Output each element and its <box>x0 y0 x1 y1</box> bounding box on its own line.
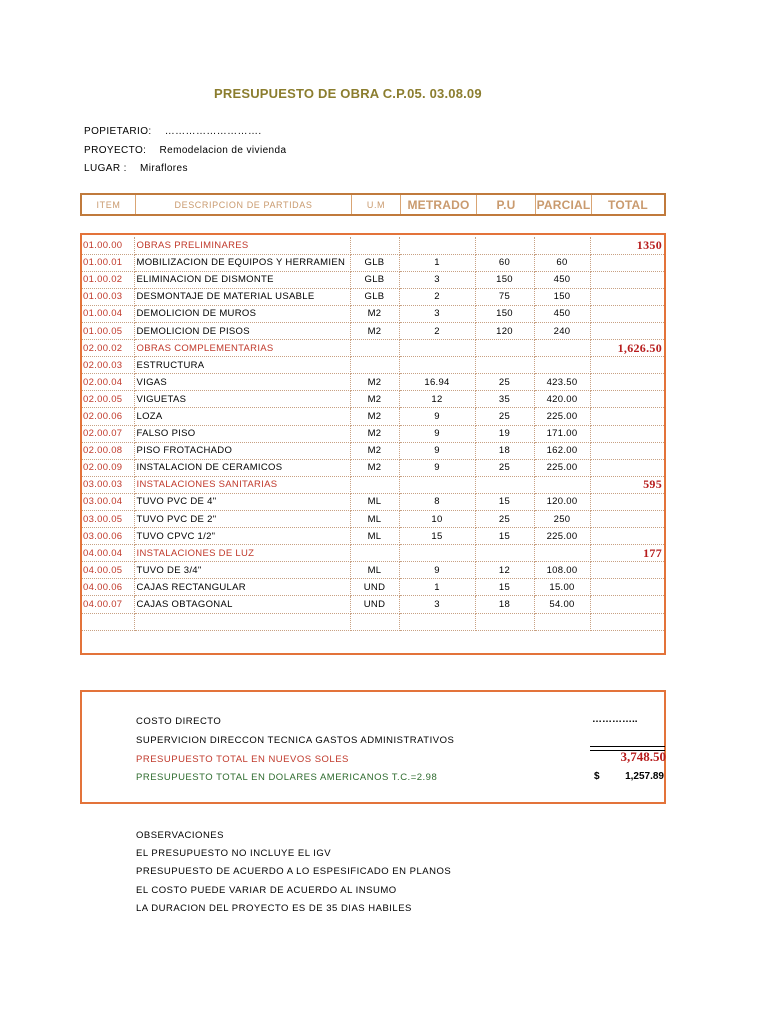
description-cell: DEMOLICION DE MUROS <box>134 305 350 322</box>
description-cell: ESTRUCTURA <box>134 357 350 374</box>
total-cell <box>590 357 664 374</box>
parcial-cell: 450 <box>534 305 590 322</box>
metrado-cell <box>399 340 475 357</box>
unit-cell: ML <box>350 493 399 510</box>
description-cell: TUVO CPVC 1/2" <box>134 528 350 545</box>
lugar-value: Miraflores <box>140 163 188 174</box>
item-code-cell: 02.00.07 <box>82 425 134 442</box>
total-cell: 177 <box>590 545 664 562</box>
unit-price-cell: 12 <box>475 562 534 579</box>
unit-cell <box>350 237 399 254</box>
total-cell <box>590 408 664 425</box>
item-code-cell: 01.00.01 <box>82 254 134 271</box>
header-item: ITEM <box>82 195 136 214</box>
table-row <box>82 459 664 476</box>
table-row <box>82 271 664 288</box>
summary-box <box>80 690 666 804</box>
total-cell <box>590 391 664 408</box>
metrado-cell: 2 <box>399 288 475 305</box>
parcial-cell: 420.00 <box>534 391 590 408</box>
unit-cell: UND <box>350 579 399 596</box>
table-header <box>80 193 666 216</box>
total-cell <box>590 579 664 596</box>
unit-price-cell <box>475 357 534 374</box>
unit-price-cell: 19 <box>475 425 534 442</box>
description-cell: INSTALACIONES DE LUZ <box>134 545 350 562</box>
item-code-cell: 02.00.02 <box>82 340 134 357</box>
parcial-cell <box>534 545 590 562</box>
unit-price-cell: 18 <box>475 442 534 459</box>
dollar-sign: $ <box>594 771 600 782</box>
parcial-cell: 54.00 <box>534 596 590 613</box>
supervision-label: SUPERVICION DIRECCON TECNICA GASTOS ADMINISTRATIVOS <box>136 735 455 746</box>
unit-price-cell: 120 <box>475 322 534 339</box>
item-code-cell: 02.00.05 <box>82 391 134 408</box>
item-code-cell <box>82 613 134 630</box>
table-row <box>82 442 664 459</box>
table-row <box>82 613 664 630</box>
proyecto-line <box>84 145 286 156</box>
parcial-cell: 225.00 <box>534 459 590 476</box>
metrado-cell: 1 <box>399 254 475 271</box>
header-metrado: METRADO <box>401 195 477 214</box>
unit-cell: ML <box>350 562 399 579</box>
item-code-cell: 02.00.08 <box>82 442 134 459</box>
metrado-cell: 3 <box>399 305 475 322</box>
description-cell: TUVO DE 3/4" <box>134 562 350 579</box>
parcial-cell: 225.00 <box>534 528 590 545</box>
item-code-cell: 01.00.03 <box>82 288 134 305</box>
metrado-cell <box>399 545 475 562</box>
unit-cell <box>350 340 399 357</box>
table-row <box>82 562 664 579</box>
total-cell <box>590 511 664 528</box>
table-row <box>82 357 664 374</box>
header-pu: P.U <box>477 195 536 214</box>
unit-cell: GLB <box>350 271 399 288</box>
parcial-cell: 225.00 <box>534 408 590 425</box>
unit-price-cell: 15 <box>475 493 534 510</box>
metrado-cell: 3 <box>399 271 475 288</box>
table-row <box>82 511 664 528</box>
parcial-cell <box>534 476 590 493</box>
unit-price-cell <box>475 613 534 630</box>
lugar-line <box>84 163 188 174</box>
header-um: U.M <box>352 195 401 214</box>
document-title: PRESUPUESTO DE OBRA C.P.05. 03.08.09 <box>214 86 482 101</box>
unit-cell: M2 <box>350 425 399 442</box>
parcial-cell: 120.00 <box>534 493 590 510</box>
observacion-line: EL COSTO PUEDE VARIAR DE ACUERDO AL INSUMO <box>136 884 397 896</box>
unit-cell: M2 <box>350 459 399 476</box>
unit-cell <box>350 613 399 630</box>
category-row <box>82 545 664 562</box>
unit-price-cell <box>475 476 534 493</box>
metrado-cell: 10 <box>399 511 475 528</box>
description-cell <box>134 613 350 630</box>
metrado-cell <box>399 613 475 630</box>
parcial-cell: 15.00 <box>534 579 590 596</box>
total-soles-value: 3,748.50 <box>620 749 666 764</box>
item-code-cell: 01.00.05 <box>82 322 134 339</box>
unit-price-cell: 150 <box>475 305 534 322</box>
table-row <box>82 408 664 425</box>
total-cell <box>590 459 664 476</box>
unit-price-cell: 25 <box>475 511 534 528</box>
item-code-cell: 04.00.05 <box>82 562 134 579</box>
item-code-cell: 04.00.07 <box>82 596 134 613</box>
unit-cell: M2 <box>350 305 399 322</box>
total-cell <box>590 596 664 613</box>
unit-cell: M2 <box>350 391 399 408</box>
description-cell: VIGAS <box>134 374 350 391</box>
total-soles-label: PRESUPUESTO TOTAL EN NUEVOS SOLES <box>136 754 349 765</box>
item-code-cell: 03.00.05 <box>82 511 134 528</box>
description-cell: CAJAS RECTANGULAR <box>134 579 350 596</box>
table-row <box>82 288 664 305</box>
description-cell: TUVO PVC DE 2" <box>134 511 350 528</box>
total-cell: 1,626.50 <box>590 340 664 357</box>
unit-cell: ML <box>350 511 399 528</box>
total-cell <box>590 271 664 288</box>
parcial-cell: 150 <box>534 288 590 305</box>
total-cell <box>590 254 664 271</box>
description-cell: INSTALACIONES SANITARIAS <box>134 476 350 493</box>
category-row <box>82 237 664 254</box>
unit-price-cell: 25 <box>475 374 534 391</box>
description-cell: FALSO PISO <box>134 425 350 442</box>
unit-cell: M2 <box>350 408 399 425</box>
unit-price-cell: 35 <box>475 391 534 408</box>
parcial-cell: 250 <box>534 511 590 528</box>
propietario-line <box>84 126 262 137</box>
unit-cell <box>350 545 399 562</box>
description-cell: TUVO PVC DE 4" <box>134 493 350 510</box>
metrado-cell: 2 <box>399 322 475 339</box>
budget-table-grid <box>82 237 664 631</box>
metrado-cell: 9 <box>399 425 475 442</box>
item-code-cell: 02.00.04 <box>82 374 134 391</box>
description-cell: DEMOLICION DE PISOS <box>134 322 350 339</box>
table-row <box>82 305 664 322</box>
unit-cell: M2 <box>350 322 399 339</box>
item-code-cell: 02.00.03 <box>82 357 134 374</box>
description-cell: VIGUETAS <box>134 391 350 408</box>
metrado-cell: 3 <box>399 596 475 613</box>
metrado-cell <box>399 237 475 254</box>
table-row <box>82 322 664 339</box>
total-cell <box>590 442 664 459</box>
item-code-cell: 02.00.06 <box>82 408 134 425</box>
item-code-cell: 03.00.04 <box>82 493 134 510</box>
propietario-value: ………………………. <box>164 126 262 137</box>
total-cell <box>590 322 664 339</box>
header-descripcion: DESCRIPCION DE PARTIDAS <box>136 195 352 214</box>
metrado-cell: 9 <box>399 459 475 476</box>
total-dolares-value: 1,257.89 <box>625 771 664 782</box>
total-cell <box>590 493 664 510</box>
description-cell: OBRAS COMPLEMENTARIAS <box>134 340 350 357</box>
description-cell: MOBILIZACION DE EQUIPOS Y HERRAMIEN <box>134 254 350 271</box>
unit-price-cell <box>475 340 534 357</box>
table-row <box>82 579 664 596</box>
description-cell: LOZA <box>134 408 350 425</box>
parcial-cell <box>534 613 590 630</box>
unit-price-cell: 25 <box>475 459 534 476</box>
table-row <box>82 425 664 442</box>
metrado-cell: 16.94 <box>399 374 475 391</box>
metrado-cell: 9 <box>399 442 475 459</box>
metrado-cell: 15 <box>399 528 475 545</box>
unit-price-cell: 60 <box>475 254 534 271</box>
table-row <box>82 596 664 613</box>
item-code-cell: 03.00.03 <box>82 476 134 493</box>
parcial-cell <box>534 237 590 254</box>
item-code-cell: 01.00.00 <box>82 237 134 254</box>
total-cell <box>590 374 664 391</box>
header-parcial: PARCIAL <box>536 195 592 214</box>
unit-cell: M2 <box>350 374 399 391</box>
lugar-label: LUGAR : <box>84 163 127 174</box>
total-cell <box>590 288 664 305</box>
unit-cell: M2 <box>350 442 399 459</box>
costo-directo-label: COSTO DIRECTO <box>136 716 222 727</box>
parcial-cell: 450 <box>534 271 590 288</box>
description-cell: CAJAS OBTAGONAL <box>134 596 350 613</box>
unit-cell <box>350 357 399 374</box>
item-code-cell: 04.00.06 <box>82 579 134 596</box>
unit-cell: ML <box>350 528 399 545</box>
observaciones-title: OBSERVACIONES <box>136 830 224 841</box>
header-total: TOTAL <box>608 197 648 212</box>
description-cell: PISO FROTACHADO <box>134 442 350 459</box>
total-cell: 595 <box>590 476 664 493</box>
parcial-cell: 423.50 <box>534 374 590 391</box>
total-cell: 1350 <box>590 237 664 254</box>
metrado-cell <box>399 476 475 493</box>
observacion-line: EL PRESUPUESTO NO INCLUYE EL IGV <box>136 848 332 860</box>
parcial-cell: 171.00 <box>534 425 590 442</box>
item-code-cell: 01.00.02 <box>82 271 134 288</box>
unit-price-cell: 150 <box>475 271 534 288</box>
unit-price-cell: 15 <box>475 579 534 596</box>
unit-price-cell: 18 <box>475 596 534 613</box>
parcial-cell: 162.00 <box>534 442 590 459</box>
table-row <box>82 391 664 408</box>
budget-table <box>80 233 666 655</box>
description-cell: ELIMINACION DE DISMONTE <box>134 271 350 288</box>
unit-price-cell <box>475 237 534 254</box>
observacion-line: PRESUPUESTO DE ACUERDO A LO ESPESIFICADO EN PLANOS <box>136 866 452 878</box>
total-cell <box>590 305 664 322</box>
description-cell: INSTALACION DE CERAMICOS <box>134 459 350 476</box>
description-cell: OBRAS PRELIMINARES <box>134 237 350 254</box>
total-cell <box>590 425 664 442</box>
total-cell <box>590 528 664 545</box>
metrado-cell: 1 <box>399 579 475 596</box>
item-code-cell: 01.00.04 <box>82 305 134 322</box>
category-row <box>82 476 664 493</box>
table-row <box>82 493 664 510</box>
parcial-cell <box>534 357 590 374</box>
unit-cell: UND <box>350 596 399 613</box>
observaciones-block <box>136 827 451 918</box>
propietario-label: POPIETARIO: <box>84 126 152 137</box>
proyecto-label: PROYECTO: <box>84 145 147 156</box>
table-row <box>82 528 664 545</box>
metrado-cell: 9 <box>399 408 475 425</box>
unit-price-cell: 15 <box>475 528 534 545</box>
item-code-cell: 04.00.04 <box>82 545 134 562</box>
parcial-cell: 240 <box>534 322 590 339</box>
table-row <box>82 374 664 391</box>
parcial-cell <box>534 340 590 357</box>
costo-directo-value: ………….. <box>592 714 638 725</box>
metrado-cell: 8 <box>399 493 475 510</box>
item-code-cell: 03.00.06 <box>82 528 134 545</box>
table-row <box>82 254 664 271</box>
metrado-cell <box>399 357 475 374</box>
unit-cell: GLB <box>350 288 399 305</box>
total-cell <box>590 613 664 630</box>
total-dolares-label: PRESUPUESTO TOTAL EN DOLARES AMERICANOS T.C.=2.98 <box>136 772 438 783</box>
parcial-cell: 60 <box>534 254 590 271</box>
parcial-cell: 108.00 <box>534 562 590 579</box>
observacion-line: LA DURACION DEL PROYECTO ES DE 35 DIAS HABILES <box>136 902 412 914</box>
unit-cell <box>350 476 399 493</box>
unit-price-cell: 25 <box>475 408 534 425</box>
unit-cell: GLB <box>350 254 399 271</box>
item-code-cell: 02.00.09 <box>82 459 134 476</box>
unit-price-cell: 75 <box>475 288 534 305</box>
total-cell <box>590 562 664 579</box>
unit-price-cell <box>475 545 534 562</box>
metrado-cell: 9 <box>399 562 475 579</box>
category-row <box>82 340 664 357</box>
metrado-cell: 12 <box>399 391 475 408</box>
description-cell: DESMONTAJE DE MATERIAL USABLE <box>134 288 350 305</box>
proyecto-value: Remodelacion de vivienda <box>159 145 287 156</box>
